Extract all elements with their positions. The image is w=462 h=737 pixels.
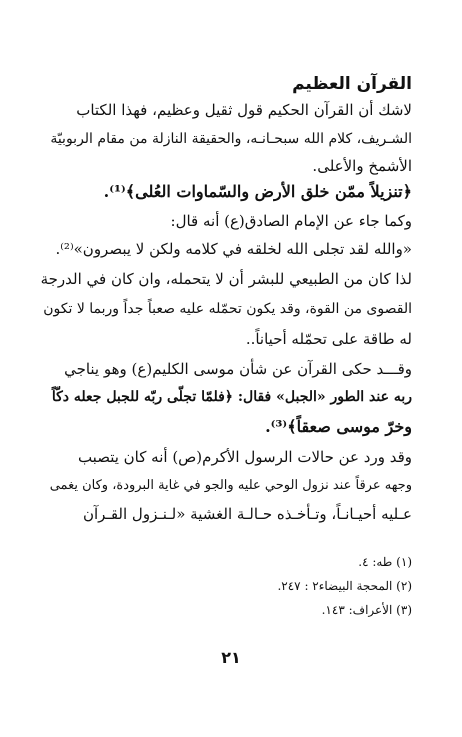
- paragraph-line: لاشك أن القرآن الحكيم قول ثقيل وعظيم، فهذا الكتاب: [76, 101, 412, 119]
- paragraph-line: عـليه أحيـانـاً، وتـأخـذه حـالـة الغشية «لـنـزول القـرآن: [82, 505, 412, 523]
- paragraph-line: وقد ورد عن حالات الرسول الأكرم(ص) أنه كان يتصبب: [77, 448, 412, 466]
- paragraph-line: له طاقة على تحمّله أحياناً..: [245, 330, 412, 348]
- paragraph-line: لذا كان من الطبيعي للبشر أن لا يتحمله، وان كان في الدرجة: [40, 270, 412, 288]
- paragraph-line: الأشمخ والأعلى.: [312, 157, 412, 175]
- section-heading: القرآن العظيم: [292, 74, 412, 94]
- footnote: (١) طه: ٤.: [358, 555, 412, 569]
- paragraph-line: وقـــد حكى القرآن عن شأن موسى الكليم(ع) وهو يناجي: [64, 360, 412, 378]
- footnote: (٢) المحجة البيضاء٢ : ٢٤٧.: [277, 579, 412, 593]
- quran-verse: ﴿تنزيلاً ممّن خلق الأرض والسّماوات العُلى﴾⁽¹⁾.: [103, 182, 412, 201]
- quran-verse: وخرّ موسى صعقاً﴾⁽³⁾.: [265, 417, 412, 436]
- page-number: ٢١: [221, 648, 241, 667]
- paragraph-line: الشـريف، كلام الله سبحـانـه، والحقيقة النازلة من مقام الربوبيّة: [50, 131, 412, 147]
- paragraph-line: القصوى من القوة، وقد يكون تحمّله عليه صعباً جداً وربما لا تكون: [43, 301, 412, 317]
- quran-verse: ربه عند الطور «الجبل» فقال: ﴿فلمّا تجلّى ربّه للجبل جعله دكّاً: [51, 389, 412, 405]
- footnote: (٣) الأعراف: ١٤٣.: [321, 603, 412, 617]
- hadith-quote: «والله لقد تجلى الله لخلقه في كلامه ولكن لا يبصرون»⁽²⁾.: [55, 240, 412, 258]
- paragraph-line: وجهه عرقاً عند نزول الوحي عليه والجو في غاية البرودة، وكان يغمى: [49, 478, 412, 493]
- paragraph-line: وكما جاء عن الإمام الصادق(ع) أنه قال:: [170, 212, 412, 230]
